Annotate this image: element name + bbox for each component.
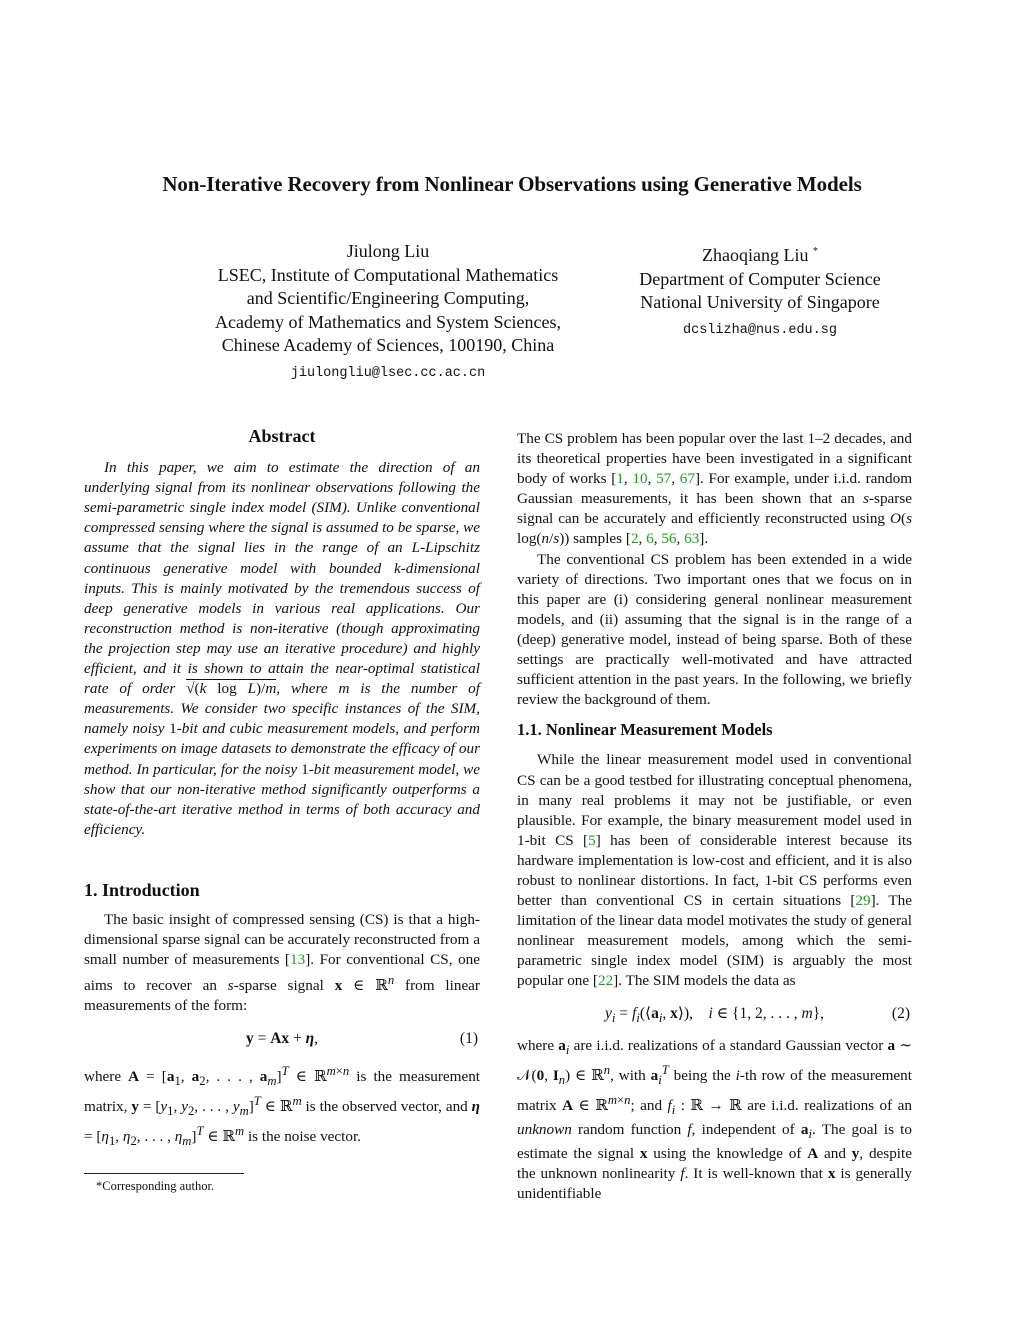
intro-paragraph-2: where $A = [a_1$, $a_2$, . . . , $a_m]^T$ ∈ ℝ$^{m\times n}$ is the measurement matrix, $y = [y_1$, $y_2$, . . . , $y_m]^T$ ∈ ℝ$^m$ is the observed vector, and $\eta = [\eta_1$, $\eta_2$, . . . , $\eta_m]^T$ ∈ ℝ$^m$ is the noise vector. xyxy=(84,1063,481,1148)
equation-2-body: $y_i$ = $f_i(⟨a_i$, x⟩), i ∈ {1, 2, . . . , m}, xyxy=(604,1004,825,1025)
citation-link[interactable]: 6 xyxy=(646,530,654,548)
citation-link[interactable]: 5 xyxy=(588,831,596,849)
citation-link[interactable]: 22 xyxy=(597,972,614,990)
intro-paragraph-1: The basic insight of compressed sensing (CS) is that a high-dimensional sparse signal can be accurately reconstructed from a small number of measurements [13]. For conventional CS, one aims to recover an s-sparse signal x ∈ ℝ$^n$ from linear measurements of the form: xyxy=(84,910,480,1015)
citation-link[interactable]: 1 xyxy=(616,470,624,488)
citation-link[interactable]: 13 xyxy=(290,951,306,969)
left-column xyxy=(84,426,480,1151)
author-name-line xyxy=(560,240,960,268)
right-paragraph-2: The conventional CS problem has been extended in a wide variety of directions. Two important ones that we focus on in this paper are (i) considering general nonlinear measurement models, and (ii) assuming that the signal is in the range of a (deep) generative model, instead of being sparse. Both of these settings are practically well-motivated and have attracted sufficient attention in the past years. In the following, we briefly review the background of them. xyxy=(517,550,912,709)
citation-link[interactable]: 56 xyxy=(661,530,677,548)
author-affiliation-line: LSEC, Institute of Computational Mathematics xyxy=(217,264,559,285)
right-column xyxy=(517,429,912,1204)
citation-link[interactable]: 2 xyxy=(630,530,639,548)
author-name: Jiulong Liu xyxy=(346,241,430,261)
equation-1 xyxy=(84,1029,480,1051)
equation-2 xyxy=(517,1004,912,1026)
author-name: Zhaoqiang Liu xyxy=(702,245,809,265)
author-affiliation-line: National University of Singapore xyxy=(640,292,880,312)
author-affiliation-line: Academy of Mathematics and System Sciences, xyxy=(215,311,561,332)
equation-number: (2) xyxy=(891,1004,910,1022)
citation-link[interactable]: 63 xyxy=(684,530,700,548)
author-email: jiulongliu@lsec.cc.ac.cn xyxy=(290,365,486,381)
citation-link[interactable]: 57 xyxy=(656,470,672,488)
abstract-text: In this paper, we aim to estimate the direction of an underlying signal from its nonlinear observations following the semi-parametric single index model (SIM). Unlike conventional compressed sensing where the signal is assumed to be sparse, we assume that the signal lies in the range of an L-Lipschitz continuous generative model with bounded k-dimensional inputs. This is mainly motivated by the tremendous success of deep generative models in various real applications. Our reconstruction method is non-iterative (though approximating the projection step may use an iterative procedure) and highly efficient, and it is shown to attain the near-optimal statistical rate of order √(k log L)/m, where m is the number of measurements. We consider two specific instances of the SIM, namely noisy 1-bit and cubic measurement models, and perform experiments on image datasets to demonstrate the efficacy of our method. In particular, for the noisy 1-bit measurement model, we show that our non-iterative method significantly outperforms a state-of-the-art iterative method in terms of both accuracy and efficiency. xyxy=(84,459,480,838)
right-paragraph-1: The CS problem has been popular over the last 1–2 decades, and its theoretical properties have been investigated in a significant body of works [1, 10, 57, 67]. For example, under i.i.d. random Gaussian measurements, it has been shown that an s-sparse signal can be accurately and efficiently reconstructed using O(s log(n/s)) samples [2, 6, 56, 63]. xyxy=(517,430,913,548)
right-paragraph-3: While the linear measurement model used in conventional CS can be a good testbed for illustrating conceptual phenomena, in many real problems it may not be justifiable, or even plausible. For example, the binary measurement model used in 1-bit CS [5] has been of considerable interest because its hardware implementation is low-cost and efficient, and it is also robust to nonlinear distortions. In fact, 1-bit CS performs even better than conventional CS in certain situations [29]. The limitation of the linear data model motivates the study of general nonlinear measurement models, among which the semi-parametric single index model (SIM) is arguably the most popular one [22]. The SIM models the data as xyxy=(517,751,912,990)
footnote-rule xyxy=(84,1173,244,1174)
section-heading-introduction: 1. Introduction xyxy=(84,879,200,900)
author-affiliation-line: Department of Computer Science xyxy=(639,268,881,289)
subsection-heading: 1.1. Nonlinear Measurement Models xyxy=(517,720,773,740)
corresponding-mark: * xyxy=(812,246,818,257)
right-paragraph-4: where $a_i$ are i.i.d. realizations of a standard Gaussian vector a ∼ 𝒩(0, $I_n$) ∈ ℝ$^n$, with $a_i^T$ being the i-th row of the measurement matrix A ∈ ℝ$^{m\times n}$; and $f_i$ : ℝ → ℝ are i.i.d. realizations of an unknown random function f, independent of $a_i$. The goal is to estimate the signal x using the knowledge of A and y, despite the unknown nonlinearity f. It is well-known that x is generally unidentifiable xyxy=(517,1036,913,1203)
citation-link[interactable]: 67 xyxy=(679,470,695,488)
citation-link[interactable]: 10 xyxy=(632,470,648,488)
equation-number: (1) xyxy=(459,1029,478,1047)
paper-title: Non-Iterative Recovery from Nonlinear Observations using Generative Models xyxy=(162,172,862,196)
citation-link[interactable]: 29 xyxy=(855,892,871,910)
abstract-heading: Abstract xyxy=(248,426,316,446)
footnote: *Corresponding author. xyxy=(96,1179,215,1193)
author-affiliation-line: Chinese Academy of Sciences, 100190, China xyxy=(221,335,555,355)
equation-1-body: y = Ax + η, xyxy=(245,1029,319,1047)
author-email: dcslizha@nus.edu.sg xyxy=(683,322,837,338)
author-affiliation-line: and Scientific/Engineering Computing, xyxy=(246,288,530,308)
author-block-2 xyxy=(560,240,960,342)
